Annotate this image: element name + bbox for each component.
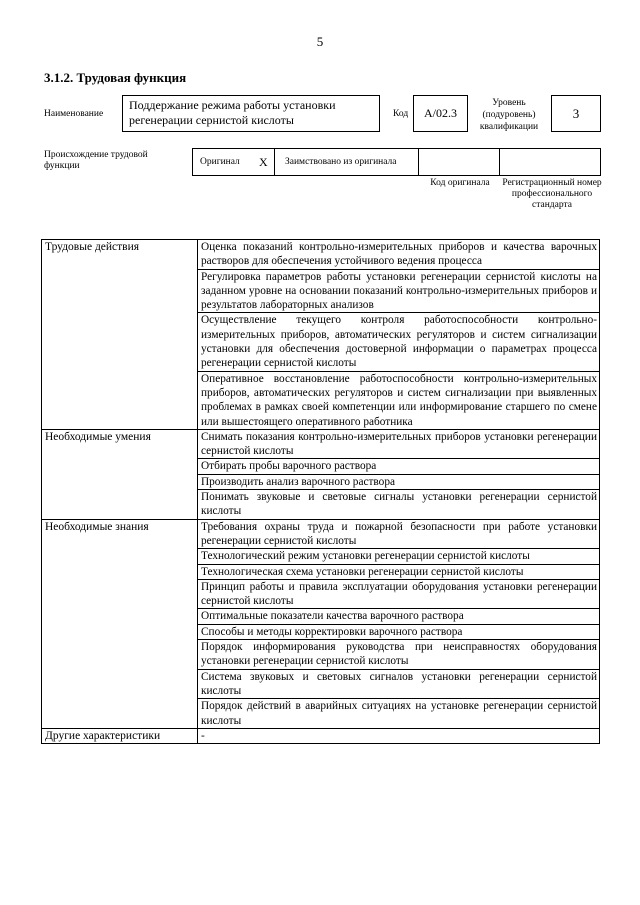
section-item: Снимать показания контрольно-измерительных приборов установки регенерации сернистой кислоты	[198, 429, 600, 459]
borrowed-label: Заимствовано из оригинала	[275, 149, 419, 175]
section-item: Порядок действий в аварийных ситуациях на установке регенерации сернистой кислоты	[198, 699, 600, 729]
table-row	[42, 728, 600, 743]
section-label: Необходимые знания	[42, 519, 198, 728]
section-item: Оперативное восстановление работоспособности контрольно-измерительных приборов, автоматических регуляторов и систем сигнализации при выявленных проблемах в рамках своей компетенции или информирование старшего по смене или вышестоящего оперативного работника	[198, 371, 600, 429]
section-item: Отбирать пробы варочного раствора	[198, 459, 600, 474]
registration-number-cell	[500, 149, 600, 175]
section-item: Технологическая схема установки регенерации сернистой кислоты	[198, 564, 600, 579]
code-value: А/02.3	[413, 95, 468, 132]
section-label: Трудовые действия	[42, 240, 198, 430]
section-item: Требования охраны труда и пожарной безопасности при работе установки регенерации сернистой кислоты	[198, 519, 600, 549]
table-row	[42, 519, 600, 549]
section-title: 3.1.2. Трудовая функция	[44, 70, 187, 85]
section-item: Осуществление текущего контроля работоспособности контрольно-измерительных приборов, автоматических регуляторов и систем сигнализации установки для обеспечения достоверной информации о параметрах процесса регенерации сернистой кислоты	[198, 313, 600, 371]
section-item: -	[198, 728, 600, 743]
page-number: 5	[316, 34, 324, 49]
section-item: Система звуковых и световых сигналов установки регенерации сернистой кислоты	[198, 669, 600, 699]
section-item: Производить анализ варочного раствора	[198, 474, 600, 489]
name-label: Наименование	[44, 109, 104, 119]
section-item: Понимать звуковые и световые сигналы установки регенерации сернистой кислоты	[198, 490, 600, 520]
labor-function-table	[41, 239, 600, 744]
section-item: Порядок информирования руководства при неисправностях оборудования установки регенерации сернистой кислоты	[198, 640, 600, 670]
section-item: Оценка показаний контрольно-измерительных приборов и качества варочных растворов для обеспечения устойчивого ведения процесса	[198, 240, 600, 270]
original-cell	[193, 149, 275, 175]
original-label: Оригинал	[200, 157, 240, 167]
section-item: Технологический режим установки регенерации сернистой кислоты	[198, 549, 600, 564]
level-value: 3	[551, 95, 601, 132]
section-label: Необходимые умения	[42, 429, 198, 519]
level-label: Уровень (подуровень) квалификации	[479, 98, 539, 132]
original-mark: Х	[259, 155, 268, 169]
section-item: Принцип работы и правила эксплуатации оборудования установки регенерации сернистой кислоты	[198, 579, 600, 609]
table-row	[42, 429, 600, 459]
origin-label: Происхождение трудовой функции	[44, 150, 148, 171]
table-row	[42, 240, 600, 270]
code-original-caption: Код оригинала	[430, 178, 490, 188]
origin-table	[192, 148, 601, 176]
registration-number-caption: Регистрационный номер профессионального стандарта	[502, 178, 602, 210]
section-label: Другие характеристики	[42, 728, 198, 743]
section-item: Способы и методы корректировки варочного раствора	[198, 624, 600, 639]
original-code-cell	[419, 149, 500, 175]
name-value: Поддержание режима работы установки регенерации сернистой кислоты	[122, 95, 380, 132]
section-item: Оптимальные показатели качества варочного раствора	[198, 609, 600, 624]
section-item: Регулировка параметров работы установки регенерации сернистой кислоты на заданном уровне на основании показаний контрольно-измерительных приборов и результатов лабораторных анализов	[198, 269, 600, 313]
code-label: Код	[393, 109, 409, 119]
